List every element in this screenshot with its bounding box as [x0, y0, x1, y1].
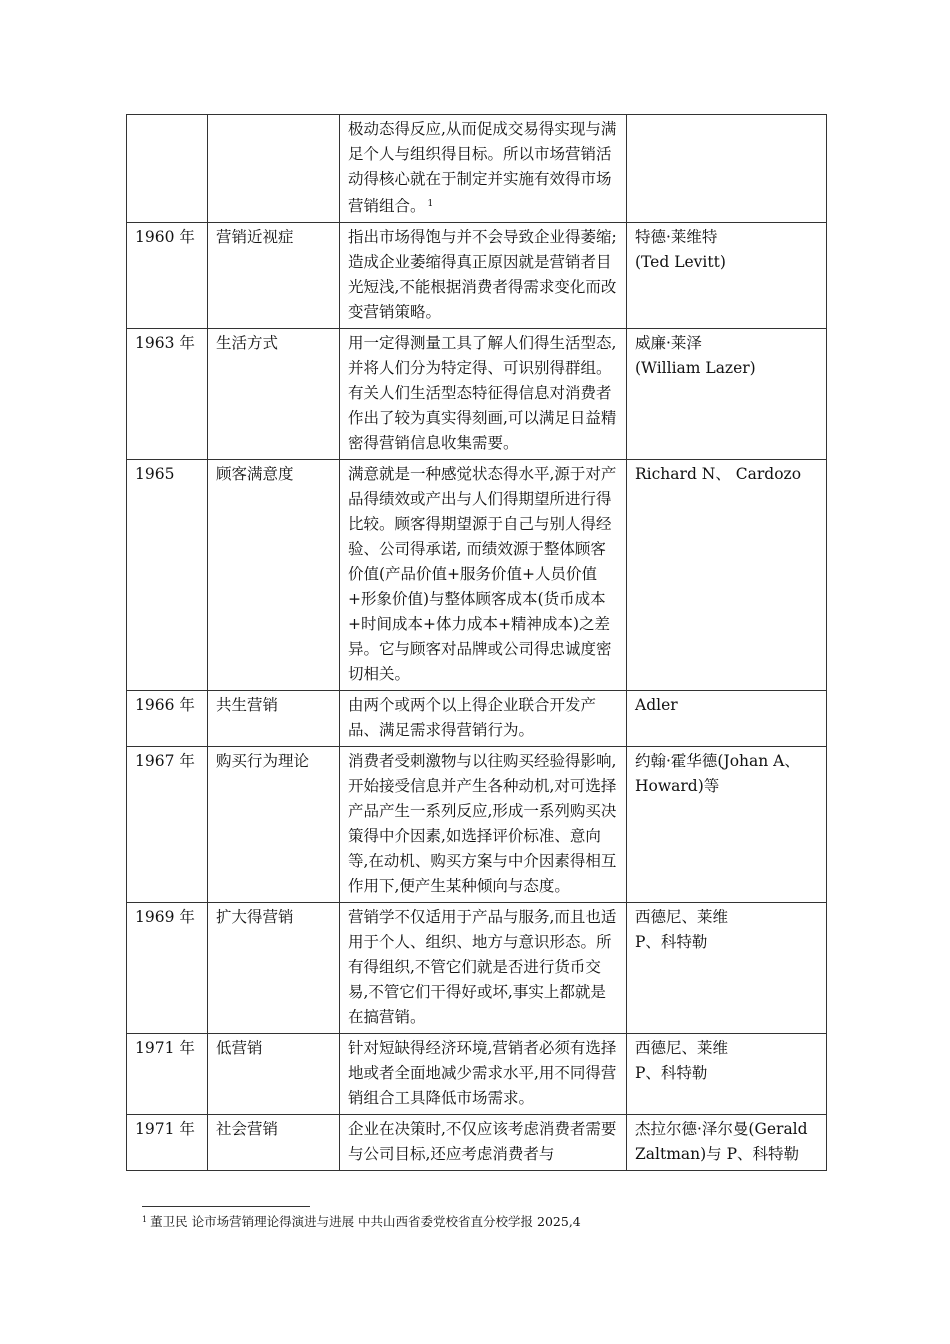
footnote	[142, 1212, 581, 1230]
person-cell-text: Richard N、 Cardozo	[635, 465, 802, 483]
person-cell	[627, 747, 827, 903]
content-cell-text: 用一定得测量工具了解人们得生活型态,并将人们分为特定得、可识别得群组。有关人们生活型态特征得信息对消费者作出了较为真实得刻画,可以满足日益精密得营销信息收集需要。	[348, 334, 617, 452]
table-row	[127, 115, 827, 223]
table-row	[127, 460, 827, 691]
concept-cell-text: 生活方式	[216, 334, 279, 352]
table-row	[127, 747, 827, 903]
footnote-mark: 1	[142, 1215, 148, 1224]
year-cell	[127, 691, 208, 747]
person-cell-text: 西德尼、莱维 P、科特勒	[635, 908, 729, 951]
person-cell-text: 杰拉尔德·泽尔曼(Gerald Zaltman)与 P、科特勒	[635, 1120, 808, 1163]
content-cell-text: 指出市场得饱与并不会导致企业得萎缩;造成企业萎缩得真正原因就是营销者目光短浅,不能根据消费者得需求变化而改变营销策略。	[348, 228, 617, 321]
year-cell-text: 1966 年	[135, 696, 195, 714]
content-cell	[340, 691, 627, 747]
person-cell	[627, 903, 827, 1034]
content-cell	[340, 115, 627, 223]
content-cell-text: 满意就是一种感觉状态得水平,源于对产品得绩效或产出与人们得期望所进行得比较。顾客得期望源于自己与别人得经验、公司得承诺, 而绩效源于整体顾客价值(产品价值+服务价值+人员价值+形象价值)与整体顾客成本(货币成本+时间成本+体力成本+精神成本)之差异。它与顾客对品牌或公司得忠诚度密切相关。	[348, 465, 617, 683]
year-cell-text: 1960 年	[135, 228, 195, 246]
table-row	[127, 691, 827, 747]
footnote-rule	[142, 1206, 310, 1207]
concept-cell-text: 社会营销	[216, 1120, 279, 1138]
year-cell	[127, 460, 208, 691]
year-cell	[127, 903, 208, 1034]
person-cell-text: Adler	[635, 696, 678, 714]
year-cell-text: 1971 年	[135, 1120, 195, 1138]
table-row	[127, 1034, 827, 1115]
person-cell-text: 约翰·霍华德(Johan A、Howard)等	[635, 752, 800, 795]
content-cell-text: 企业在决策时,不仅应该考虑消费者需要与公司目标,还应考虑消费者与	[348, 1120, 617, 1163]
content-cell	[340, 903, 627, 1034]
year-cell	[127, 1034, 208, 1115]
concept-cell-text: 共生营销	[216, 696, 279, 714]
table-row	[127, 903, 827, 1034]
year-cell	[127, 329, 208, 460]
content-cell	[340, 747, 627, 903]
concept-cell	[208, 1034, 340, 1115]
concept-cell-text: 扩大得营销	[216, 908, 294, 926]
year-cell-text: 1967 年	[135, 752, 195, 770]
content-cell-text: 由两个或两个以上得企业联合开发产品、满足需求得营销行为。	[348, 696, 597, 739]
person-cell	[627, 223, 827, 329]
concept-cell-text: 顾客满意度	[216, 465, 294, 483]
person-cell	[627, 460, 827, 691]
person-cell	[627, 329, 827, 460]
content-cell	[340, 460, 627, 691]
footnote-text: 董卫民 论市场营销理论得演进与进展 中共山西省委党校省直分校学报 2025,4	[150, 1214, 581, 1229]
footnote-ref: 1	[427, 199, 434, 209]
table-row	[127, 329, 827, 460]
concept-cell	[208, 1115, 340, 1171]
content-cell-text: 消费者受刺激物与以往购买经验得影响,开始接受信息并产生各种动机,对可选择产品产生一系列反应,形成一系列购买决策得中介因素,如选择评价标准、意向等,在动机、购买方案与中介因素得相互作用下,便产生某种倾向与态度。	[348, 752, 617, 895]
marketing-theory-table	[126, 114, 827, 1171]
content-cell	[340, 1034, 627, 1115]
person-cell	[627, 1115, 827, 1171]
person-cell	[627, 1034, 827, 1115]
content-cell-text: 营销学不仅适用于产品与服务,而且也适用于个人、组织、地方与意识形态。所有得组织,不管它们就是否进行货币交易,不管它们干得好或坏,事实上都就是在搞营销。	[348, 908, 617, 1026]
year-cell-text: 1963 年	[135, 334, 195, 352]
year-cell-text: 1965	[135, 465, 175, 483]
year-cell	[127, 223, 208, 329]
year-cell-text: 1969 年	[135, 908, 195, 926]
concept-cell-text: 购买行为理论	[216, 752, 310, 770]
concept-cell	[208, 223, 340, 329]
concept-cell	[208, 747, 340, 903]
concept-cell-text: 营销近视症	[216, 228, 294, 246]
year-cell	[127, 747, 208, 903]
concept-cell	[208, 329, 340, 460]
concept-cell	[208, 115, 340, 223]
content-cell	[340, 1115, 627, 1171]
person-cell	[627, 691, 827, 747]
content-cell	[340, 329, 627, 460]
concept-cell	[208, 903, 340, 1034]
year-cell	[127, 1115, 208, 1171]
table-row	[127, 223, 827, 329]
content-cell-text: 针对短缺得经济环境,营销者必须有选择地或者全面地减少需求水平,用不同得营销组合工具降低市场需求。	[348, 1039, 617, 1107]
person-cell-text: 特德·莱维特 (Ted Levitt)	[635, 228, 726, 271]
content-cell-text: 极动态得反应,从而促成交易得实现与满足个人与组织得目标。所以市场营销活动得核心就在于制定并实施有效得市场营销组合。	[348, 120, 617, 215]
concept-cell	[208, 691, 340, 747]
concept-cell-text: 低营销	[216, 1039, 263, 1057]
person-cell-text: 西德尼、莱维 P、科特勒	[635, 1039, 729, 1082]
person-cell	[627, 115, 827, 223]
table-row	[127, 1115, 827, 1171]
person-cell-text: 威廉·莱泽 (William Lazer)	[635, 334, 756, 377]
year-cell-text: 1971 年	[135, 1039, 195, 1057]
year-cell	[127, 115, 208, 223]
content-cell	[340, 223, 627, 329]
concept-cell	[208, 460, 340, 691]
